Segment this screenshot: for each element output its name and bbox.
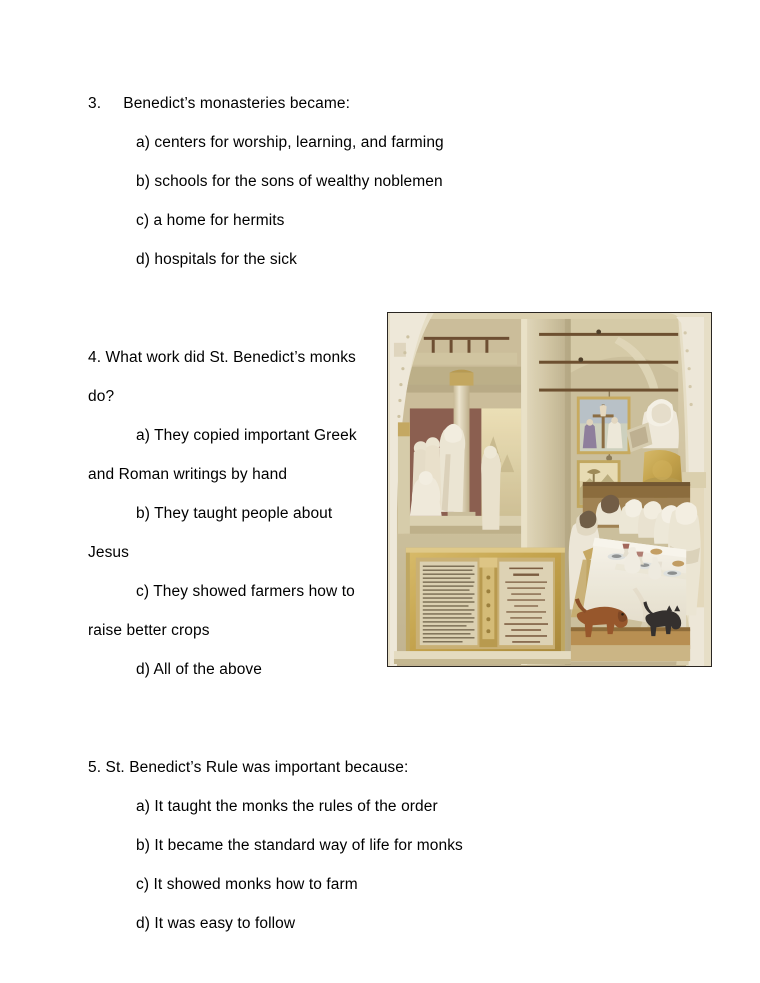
question-3-option-d[interactable]: d) hospitals for the sick [136, 251, 298, 268]
question-4-option-d[interactable]: d) All of the above [136, 661, 262, 678]
question-5-stem: 5. St. Benedict’s Rule was important because: [88, 759, 409, 776]
question-3-option-a[interactable]: a) centers for worship, learning, and farming [136, 134, 444, 151]
question-4-option-b[interactable]: b) They taught people about Jesus [88, 505, 333, 561]
question-4-stem: 4. What work did St. Benedict’s monks do? [88, 349, 356, 405]
fresco-illustration [388, 313, 711, 666]
question-5-option-a[interactable]: a) It taught the monks the rules of the order [136, 798, 438, 815]
block-spacer-2b [88, 728, 688, 748]
question-4-option-c[interactable]: c) They showed farmers how to raise better crops [88, 583, 355, 639]
question-3 [88, 84, 688, 279]
question-5-option-d[interactable]: d) It was easy to follow [136, 915, 296, 932]
question-4-option-a[interactable]: a) They copied important Greek and Roman writings by hand [88, 427, 357, 483]
question-3-option-c[interactable]: c) a home for hermits [136, 212, 285, 229]
question-5-option-b[interactable]: b) It became the standard way of life for monks [136, 837, 463, 854]
question-4 [88, 338, 373, 689]
question-5 [88, 748, 688, 943]
question-3-stem: 3. Benedict’s monasteries became: [88, 95, 350, 112]
block-spacer-2 [88, 689, 688, 728]
question-3-option-b[interactable]: b) schools for the sons of wealthy noblemen [136, 173, 443, 190]
fresco-monks-refectory-image [387, 312, 712, 667]
question-5-option-c[interactable]: c) It showed monks how to farm [136, 876, 358, 893]
